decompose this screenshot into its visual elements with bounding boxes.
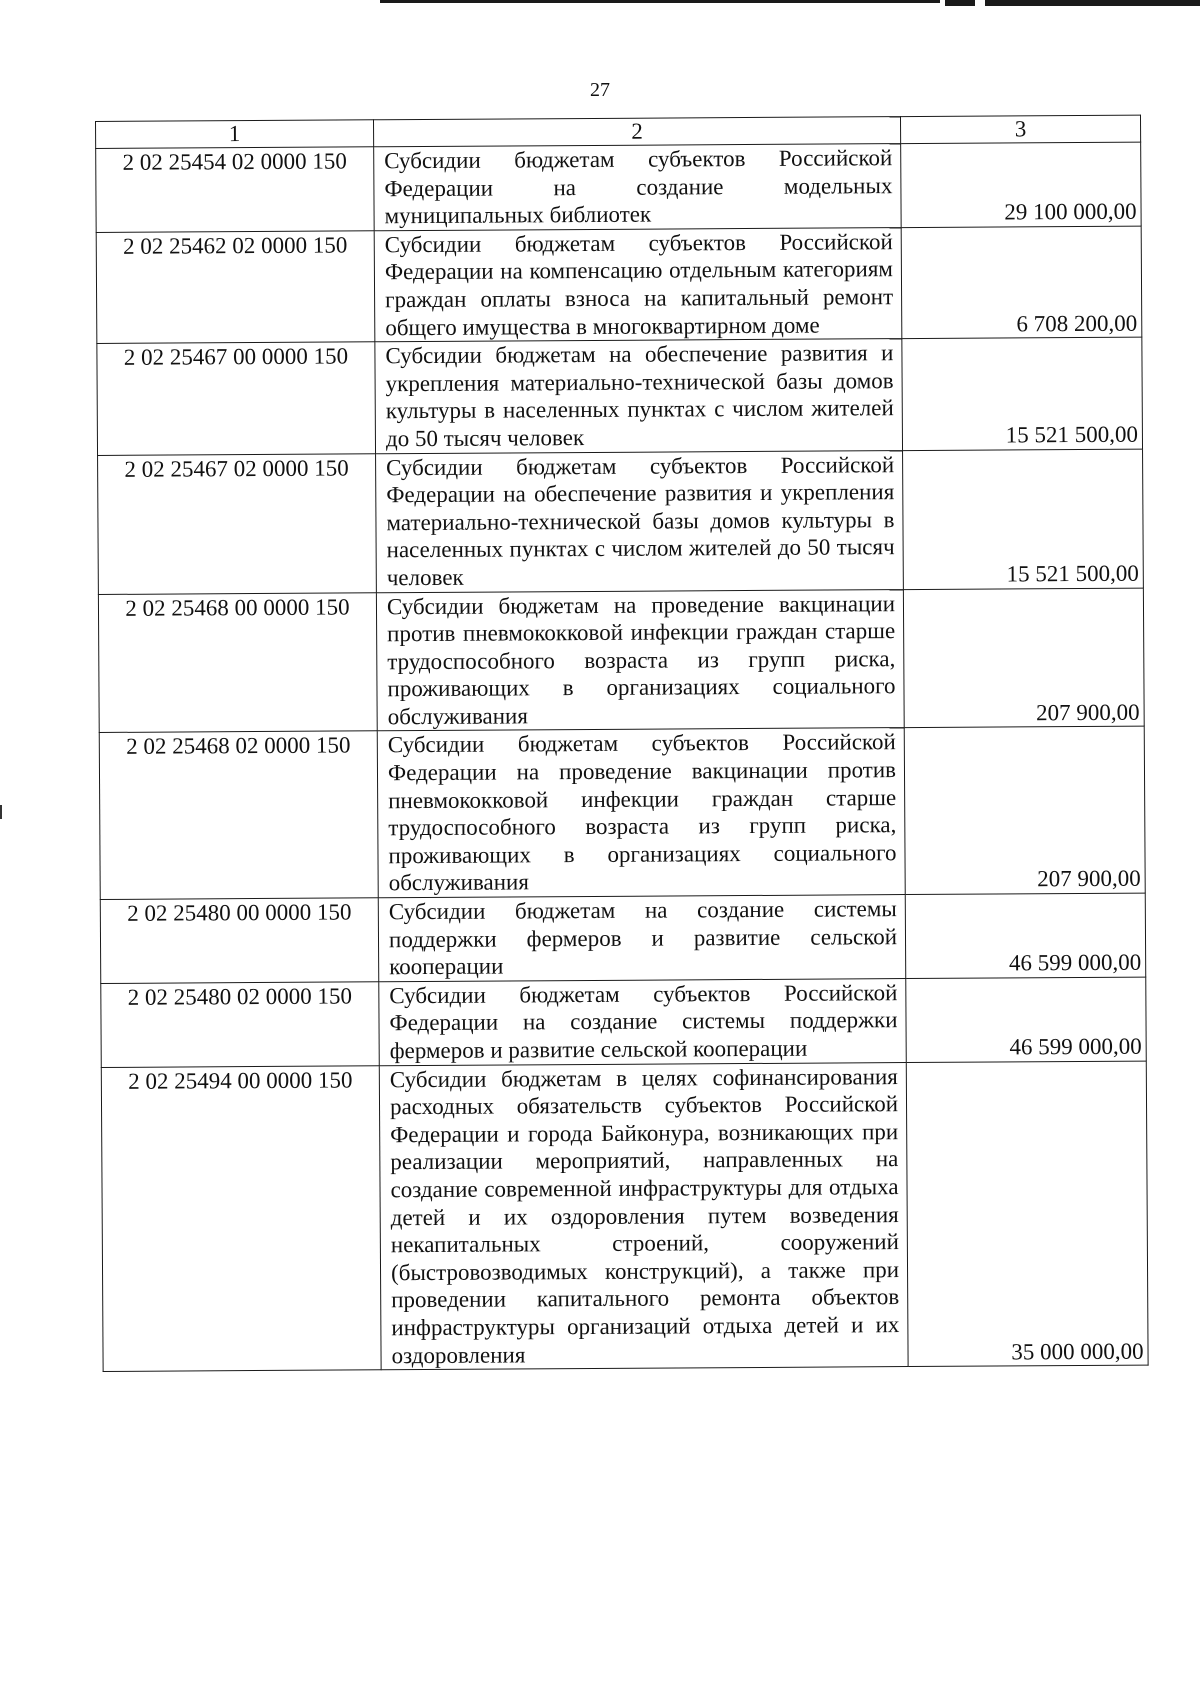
code-cell: 2 02 25454 02 0000 150	[96, 147, 375, 232]
code-cell: 2 02 25467 00 0000 150	[97, 342, 376, 455]
name-cell: Субсидии бюджетам субъектов Российской Федерации на создание модельных муниципальных библиотек	[374, 144, 902, 231]
table-row	[97, 337, 1143, 455]
page-number: 27	[590, 79, 610, 101]
table-row	[99, 727, 1145, 900]
amount-cell: 15 521 500,00	[903, 449, 1144, 589]
code-cell: 2 02 25480 02 0000 150	[101, 982, 380, 1067]
code-cell: 2 02 25494 00 0000 150	[101, 1065, 381, 1371]
table-row	[98, 449, 1144, 594]
table-row	[101, 1061, 1148, 1372]
revenue-table	[95, 115, 1149, 1372]
scan-edge-mark	[945, 0, 975, 6]
table-row	[101, 977, 1146, 1067]
table-row	[96, 142, 1141, 232]
table-row	[96, 226, 1142, 344]
table-row	[100, 893, 1145, 983]
name-cell: Субсидии бюджетам в целях софинансирования расходных обязательств субъектов Российской Федерации и города Байконура, возникающих при реализации мероприятий, направленных на создание современной инфраструктуры для отдыха детей и их оздоровления путем возведения некапитальных строений, сооружений (быстровозводимых конструкций), а также при проведении капитального ремонта объектов инфраструктуры организаций отдыха детей и их оздоровления	[379, 1062, 908, 1370]
code-cell: 2 02 25462 02 0000 150	[96, 231, 375, 344]
name-cell: Субсидии бюджетам субъектов Российской Федерации на компенсацию отдельным категориям граждан оплаты взноса на капитальный ремонт общего имущества в многоквартирном доме	[374, 227, 902, 342]
code-cell: 2 02 25468 02 0000 150	[99, 731, 378, 899]
amount-cell: 207 900,00	[904, 727, 1145, 895]
name-cell: Субсидии бюджетам на обеспечение развития и укрепления материально-технической базы домов культуры в населенных пунктах с числом жителей до 50 тысяч человек	[375, 339, 903, 454]
name-cell: Субсидии бюджетам субъектов Российской Федерации на создание системы поддержки фермеров и развитие сельской кооперации	[379, 978, 907, 1065]
name-cell: Субсидии бюджетам на создание системы поддержки фермеров и развитие сельской кооперации	[378, 895, 906, 982]
amount-cell: 46 599 000,00	[906, 977, 1147, 1062]
code-cell: 2 02 25468 00 0000 150	[98, 592, 377, 733]
scan-edge-mark	[0, 805, 2, 819]
name-cell: Субсидии бюджетам на проведение вакцинации против пневмококковой инфекции граждан старше трудоспособного возраста из групп риска, проживающих в организациях социального обслуживания	[376, 589, 904, 731]
name-cell: Субсидии бюджетам субъектов Российской Федерации на обеспечение развития и укрепления материально-технической базы домов культуры в населенных пунктах с числом жителей до 50 тысяч человек	[376, 450, 904, 592]
code-cell: 2 02 25467 02 0000 150	[98, 453, 377, 594]
amount-cell: 29 100 000,00	[901, 142, 1142, 227]
amount-cell: 46 599 000,00	[905, 893, 1146, 978]
column-header: 1	[96, 120, 374, 149]
column-header: 3	[900, 115, 1140, 143]
amount-cell: 6 708 200,00	[901, 226, 1142, 339]
code-cell: 2 02 25480 00 0000 150	[100, 898, 379, 983]
name-cell: Субсидии бюджетам субъектов Российской Федерации на проведение вакцинации против пневмококковой инфекции граждан старше трудоспособного возраста из групп риска, проживающих в организациях социального обслуживания	[377, 728, 905, 898]
scan-edge-mark	[985, 0, 1200, 6]
scan-edge-mark	[380, 0, 940, 3]
amount-cell: 207 900,00	[903, 588, 1144, 728]
table-row	[98, 588, 1144, 733]
amount-cell: 15 521 500,00	[902, 337, 1143, 450]
amount-cell: 35 000 000,00	[906, 1061, 1148, 1367]
column-header: 2	[373, 117, 900, 147]
